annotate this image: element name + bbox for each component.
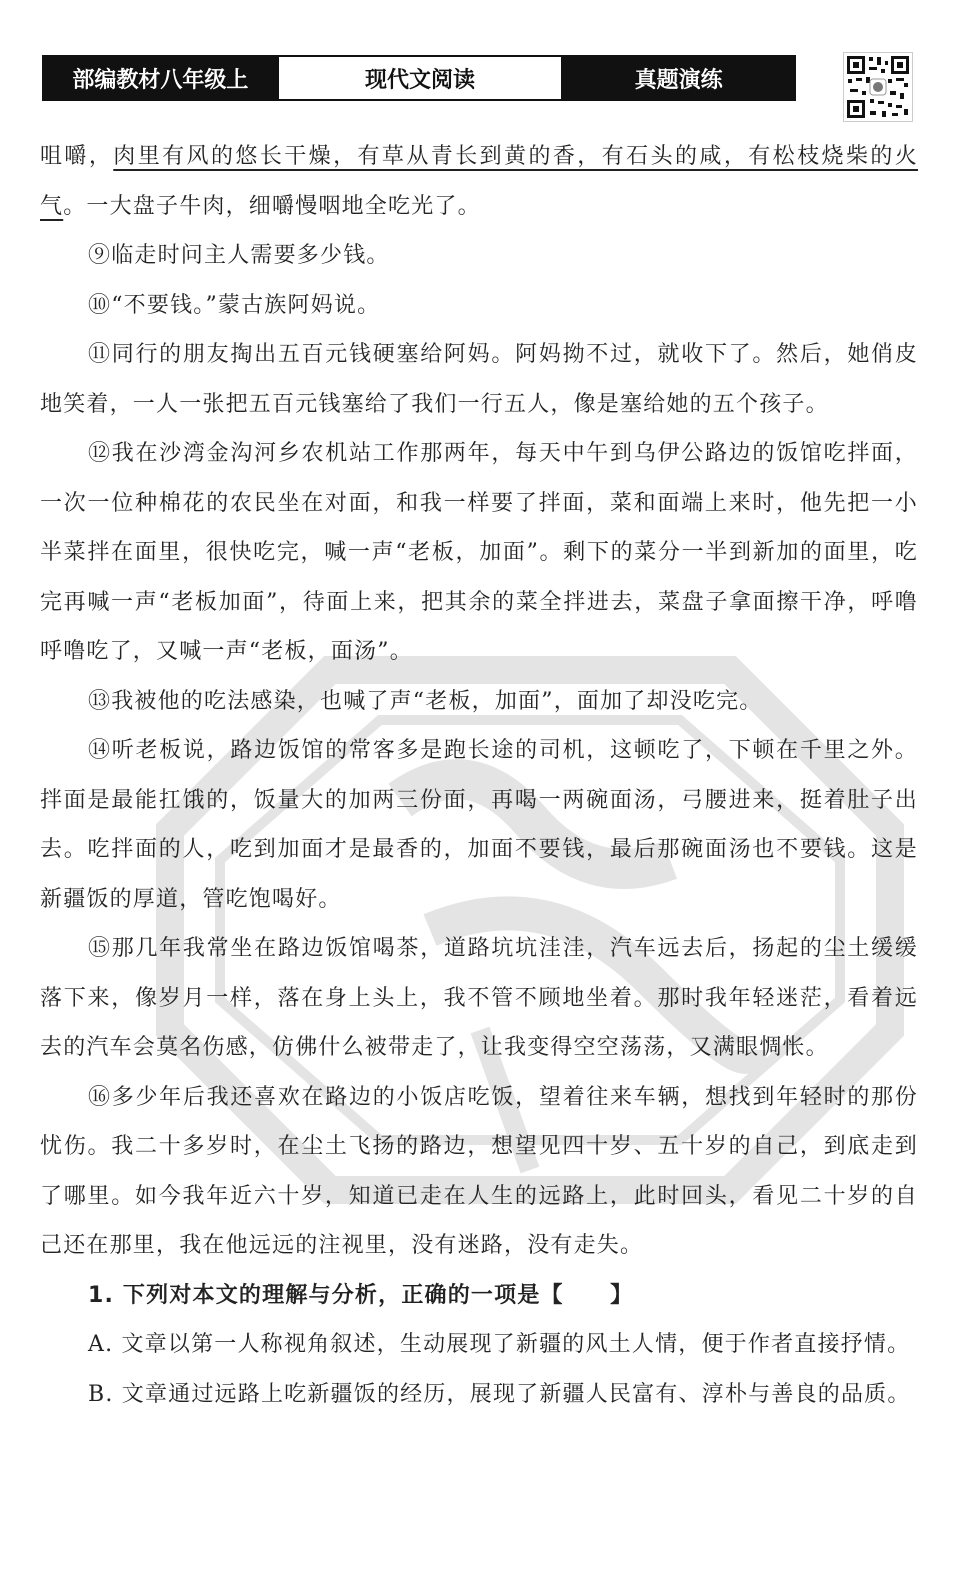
paragraph-8-start: 咀嚼，: [40, 144, 114, 169]
header-right: 真题演练: [563, 57, 794, 99]
paragraph-15: ⑮那几年我常坐在路边饭馆喝茶，道路坑坑洼洼，汽车远去后，扬起的尘土缓缓落下来，像岁月一样，落在身上头上，我不管不顾地坐着。那时我年轻迷茫，看着远去的汽车会莫名伤感，仿佛什么被带走了，让我变得空空荡荡，又满眼惆怅。: [40, 936, 918, 1060]
paragraph-9: ⑨临走时问主人需要多少钱。: [88, 243, 390, 268]
article-body: [40, 132, 918, 1419]
header-bar: [42, 55, 796, 101]
header-left: 部编教材八年级上: [44, 57, 277, 99]
option-b: B. 文章通过远路上吃新疆饭的经历，展现了新疆人民富有、淳朴与善良的品质。: [88, 1381, 911, 1407]
paragraph-16: ⑯多少年后我还喜欢在路边的小饭店吃饭，望着往来车辆，想找到年轻时的那份忧伤。我二十多岁时，在尘土飞扬的路边，想望见四十岁、五十岁的自己，到底走到了哪里。如今我年近六十岁，知道已走在人生的远路上，此时回头，看见二十岁的自己还在那里，我在他远远的注视里，没有迷路，没有走失。: [40, 1084, 918, 1258]
paragraph-8-underlined: 肉里有风的悠长干燥，有草从青长到黄的香，有石头的咸，有松枝烧柴的火气: [40, 144, 918, 219]
paragraph-8-end: 。一大盘子牛肉，细嚼慢咽地全吃光了。: [63, 193, 481, 219]
paragraph-12: ⑫我在沙湾金沟河乡农机站工作那两年，每天中午到乌伊公路边的饭馆吃拌面，一次一位种棉花的农民坐在对面，和我一样要了拌面，菜和面端上来时，他先把一小半菜拌在面里，很快吃完，喊一声“老板，加面”。剩下的菜分一半到新加的面里，吃完再喊一声“老板加面”，待面上来，把其余的菜全拌进去，菜盘子拿面擦干净，呼噜呼噜吃了，又喊一声“老板，面汤”。: [40, 441, 918, 664]
header-middle: 现代文阅读: [277, 57, 563, 99]
option-a: A. 文章以第一人称视角叙述，生动展现了新疆的风土人情，便于作者直接抒情。: [88, 1332, 911, 1357]
paragraph-11: ⑪同行的朋友掏出五百元钱硬塞给阿妈。阿妈拗不过，就收下了。然后，她俏皮地笑着，一人一张把五百元钱塞给了我们一行五人，像是塞给她的五个孩子。: [40, 342, 918, 417]
paragraph-10: ⑩“不要钱。”蒙古族阿妈说。: [88, 292, 381, 318]
question-title: 1. 下列对本文的理解与分析，正确的一项是【 】: [88, 1282, 634, 1308]
paragraph-8: [40, 132, 918, 231]
paragraph-14: ⑭听老板说，路边饭馆的常客多是跑长途的司机，这顿吃了，下顿在千里之外。拌面是最能扛饿的，饭量大的加两三份面，再喝一两碗面汤，弓腰进来，挺着肚子出去。吃拌面的人，吃到加面才是最香的，加面不要钱，最后那碗面汤也不要钱。这是新疆饭的厚道，管吃饱喝好。: [40, 738, 918, 912]
qr-code-icon: [843, 52, 913, 122]
paragraph-13: ⑬我被他的吃法感染，也喊了声“老板，加面”，面加了却没吃完。: [88, 688, 763, 714]
